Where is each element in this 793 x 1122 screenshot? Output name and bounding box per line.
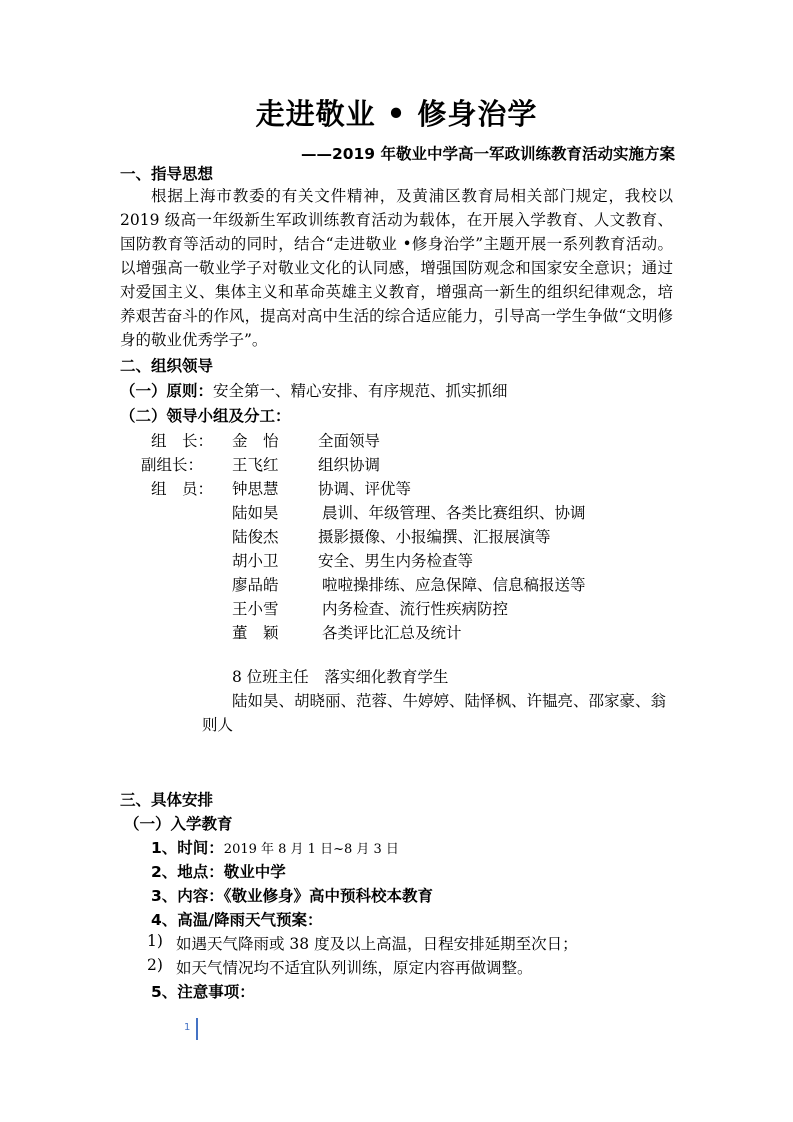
time-line <box>151 836 399 858</box>
teacher-names-line: 则人 <box>202 716 234 734</box>
member-name: 董 颖 <box>232 624 279 642</box>
weather-item-num: 1) <box>147 932 163 950</box>
page-subtitle: ——2019 年敬业中学高一军政训练教育活动实施方案 <box>300 145 675 163</box>
weather-item-num: 2) <box>147 956 163 974</box>
member-name: 陆如昊 <box>232 504 279 522</box>
member-duty: 协调、评优等 <box>318 480 412 498</box>
member-duty: 晨训、年级管理、各类比赛组织、协调 <box>322 504 586 522</box>
member-role: 组 员： <box>151 480 214 498</box>
content-line: 3、内容：《敬业修身》高中预科校本教育 <box>151 887 434 905</box>
place-line: 2、地点：敬业中学 <box>151 863 286 881</box>
member-name: 王飞红 <box>232 456 279 474</box>
principle-line <box>120 379 508 401</box>
member-name: 王小雪 <box>232 600 279 618</box>
teacher-names <box>202 689 674 737</box>
principle-label: （一）原则： <box>120 382 214 400</box>
member-duty: 全面领导 <box>318 432 381 450</box>
member-duty: 摄影摄像、小报编撰、汇报展演等 <box>318 528 551 546</box>
section3-heading: 三、具体安排 <box>120 791 214 809</box>
page-title: 走进敬业 • 修身治学 <box>255 97 538 131</box>
section2-heading: 二、组织领导 <box>120 357 214 375</box>
member-role: 组 长： <box>151 432 214 450</box>
time-value: 2019 年 8 月 1 日~8 月 3 日 <box>223 842 399 857</box>
member-duty: 啦啦操排练、应急保障、信息稿报送等 <box>322 576 586 594</box>
member-role: 副组长： <box>141 456 204 474</box>
page-number: 1 <box>184 1022 191 1033</box>
teachers-label <box>232 665 448 687</box>
group-heading: （二）领导小组及分工： <box>120 407 291 425</box>
member-name: 金 怡 <box>232 432 279 450</box>
weather-item-text: 如天气情况均不适宜队列训练，原定内容再做调整。 <box>176 959 533 977</box>
member-name: 陆俊杰 <box>232 528 279 546</box>
member-name: 胡小卫 <box>232 552 279 570</box>
sub1-heading: （一）入学教育 <box>124 815 233 833</box>
member-name: 廖品皓 <box>232 576 279 594</box>
section1-paragraph: 根据上海市教委的有关文件精神，及黄浦区教育局相关部门规定，我校以2019 级高一年级新生军政训练教育活动为载体，在开展入学教育、人文教育、国防教育等活动的同时，结合“走进敬业 •修身治学”主题开展一系列教育活动。以增强高一敬业学子对敬业文化的认同感，增强国防观念和国家安全意识；通过对爱国主义、集体主义和革命英雄主义教育，增强高一新生的组织纪律观念，培养艰苦奋斗的作风，提高对高中生活的综合适应能力，引导高一学生争做“文明修身的敬业优秀学子”。 <box>120 187 673 349</box>
page-number-bar <box>196 1018 198 1040</box>
teachers-count: 8 位班主任 <box>232 668 309 686</box>
principle-text: 安全第一、精心安排、有序规范、抓实抓细 <box>213 382 508 400</box>
member-duty: 内务检查、流行性疾病防控 <box>322 600 509 618</box>
notes-heading: 5、注意事项： <box>151 983 255 1001</box>
teachers-duty: 落实细化教育学生 <box>324 668 449 686</box>
section1-heading: 一、指导思想 <box>120 165 214 183</box>
teacher-names-line: 陆如昊、胡晓丽、范蓉、牛婷婷、陆怿枫、许韫亮、邵家豪、翁 <box>232 692 667 710</box>
weather-item-text: 如遇天气降雨或 38 度及以上高温，日程安排延期至次日； <box>176 935 578 953</box>
member-duty: 各类评比汇总及统计 <box>322 624 462 642</box>
weather-heading: 4、高温/降雨天气预案： <box>151 911 323 929</box>
member-duty: 组织协调 <box>318 456 381 474</box>
time-label: 1、时间： <box>151 839 224 857</box>
member-duty: 安全、男生内务检查等 <box>318 552 474 570</box>
member-name: 钟思慧 <box>232 480 279 498</box>
